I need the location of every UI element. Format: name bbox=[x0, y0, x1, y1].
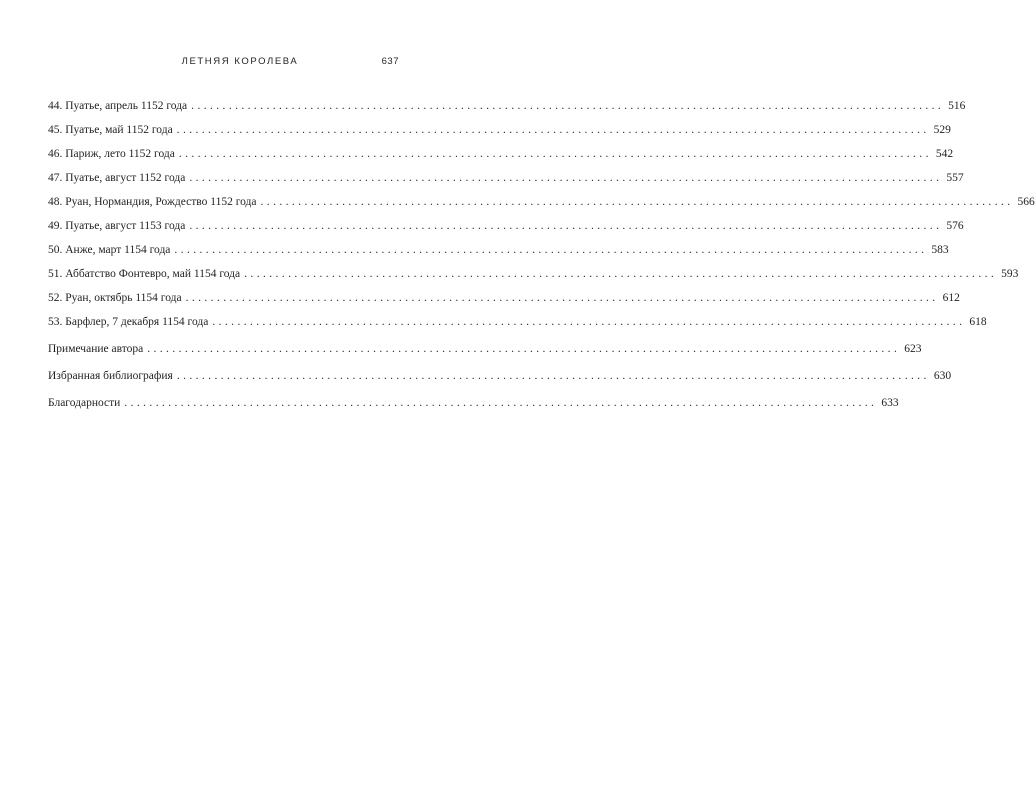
toc-entry-page: 623 bbox=[904, 343, 922, 355]
toc-entry-title: 49. Пуатье, август 1153 года bbox=[48, 220, 186, 232]
toc-entry-title: 48. Руан, Нормандия, Рождество 1152 года bbox=[48, 196, 257, 208]
toc-entry bbox=[48, 238, 949, 262]
table-of-contents bbox=[48, 94, 1035, 415]
dot-leader: ........................................................................................................................ bbox=[191, 100, 945, 112]
running-title: ЛЕТНЯЯ КОРОЛЕВА bbox=[181, 56, 299, 67]
toc-entry-page: 557 bbox=[946, 172, 964, 184]
toc-entry bbox=[48, 214, 964, 238]
toc-entry-page: 618 bbox=[969, 316, 987, 328]
toc-entry-title: 53. Барфлер, 7 декабря 1154 года bbox=[48, 316, 209, 328]
toc-entry-title: 47. Пуатье, август 1152 года bbox=[48, 172, 186, 184]
toc-entry-title: Благодарности bbox=[48, 397, 121, 409]
toc-entry-page: 593 bbox=[1001, 268, 1019, 280]
toc-entry bbox=[48, 337, 922, 361]
toc-entry-title: 46. Париж, лето 1152 года bbox=[48, 148, 175, 160]
toc-entry-title: Примечание автора bbox=[48, 343, 144, 355]
toc-entry bbox=[48, 391, 899, 415]
toc-entry bbox=[48, 190, 1035, 214]
toc-entry bbox=[48, 94, 966, 118]
toc-entry bbox=[48, 262, 1019, 286]
toc-entry-page: 576 bbox=[946, 220, 964, 232]
dot-leader: ........................................................................................................................ bbox=[174, 244, 928, 256]
dot-leader: ........................................................................................................................ bbox=[244, 268, 998, 280]
toc-entry-title: 52. Руан, октябрь 1154 года bbox=[48, 292, 182, 304]
toc-entry-page: 630 bbox=[933, 370, 952, 382]
dot-leader: ........................................................................................................................ bbox=[212, 316, 966, 328]
toc-entry bbox=[48, 118, 951, 142]
toc-entry-title: 44. Пуатье, апрель 1152 года bbox=[48, 100, 188, 112]
toc-entry-page: 529 bbox=[933, 124, 951, 136]
toc-entry-page: 633 bbox=[881, 397, 899, 409]
dot-leader: ........................................................................................................................ bbox=[176, 370, 930, 382]
toc-entry-title: 50. Анже, март 1154 года bbox=[48, 244, 171, 256]
page-number: 637 bbox=[381, 56, 399, 67]
toc-entry-title: 51. Аббатство Фонтевро, май 1154 года bbox=[48, 268, 241, 280]
toc-entry-title: Избранная библиография bbox=[48, 370, 173, 382]
toc-entry-page: 542 bbox=[935, 148, 954, 160]
dot-leader: ........................................................................................................................ bbox=[189, 172, 943, 184]
dot-leader: ........................................................................................................................ bbox=[147, 343, 901, 355]
dot-leader: ........................................................................................................................ bbox=[185, 292, 939, 304]
toc-entry-page: 566 bbox=[1017, 196, 1035, 208]
toc-entry bbox=[48, 166, 964, 190]
toc-entry bbox=[48, 142, 954, 166]
running-header bbox=[0, 55, 480, 69]
dot-leader: ........................................................................................................................ bbox=[124, 397, 878, 409]
toc-entry bbox=[48, 364, 952, 388]
toc-entry-page: 612 bbox=[942, 292, 960, 304]
toc-entry-page: 583 bbox=[931, 244, 949, 256]
dot-leader: ........................................................................................................................ bbox=[176, 124, 930, 136]
dot-leader: ........................................................................................................................ bbox=[189, 220, 943, 232]
toc-entry-title: 45. Пуатье, май 1152 года bbox=[48, 124, 173, 136]
dot-leader: ........................................................................................................................ bbox=[178, 148, 932, 160]
toc-entry bbox=[48, 286, 960, 310]
toc-entry-page: 516 bbox=[948, 100, 966, 112]
dot-leader: ........................................................................................................................ bbox=[260, 196, 1014, 208]
toc-entry bbox=[48, 310, 987, 334]
